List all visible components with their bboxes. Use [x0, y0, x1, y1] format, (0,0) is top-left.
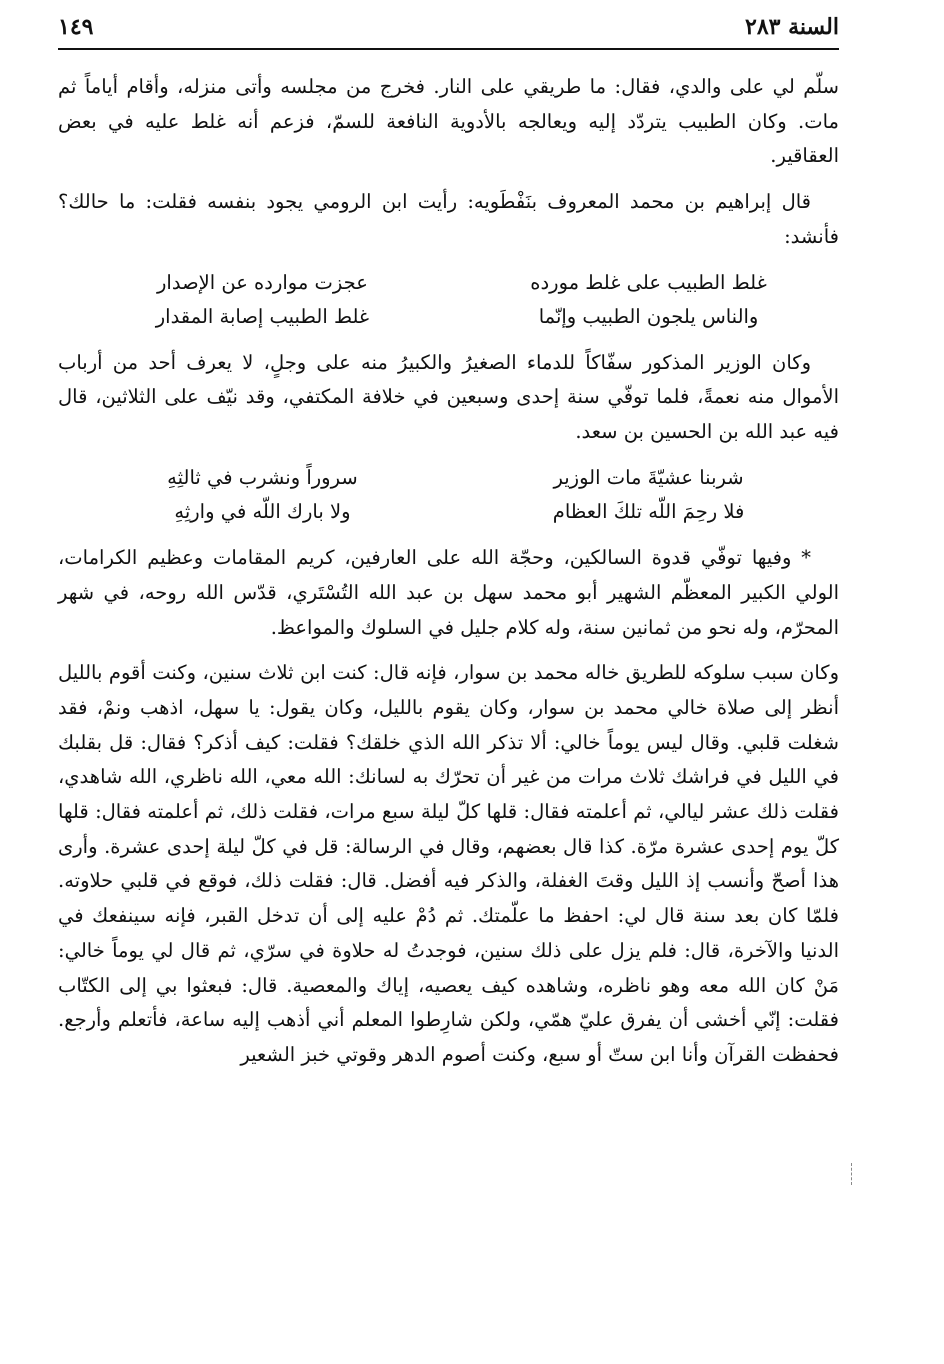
- paragraph: قال إبراهيم بن محمد المعروف بنَفْطَويه: رأيت ابن الرومي يجود بنفسه فقلت: ما حالك؟ فأنشد:: [58, 190, 839, 248]
- margin-mark: [851, 1163, 852, 1185]
- verse-first-hemistich: والناس يلجون الطبيب وإنّما: [538, 304, 759, 328]
- poem-verses: [58, 461, 839, 529]
- verse-first-hemistich: غلط الطبيب على غلط مورده: [530, 270, 767, 294]
- paragraph: سلّم لي على والدي، فقال: ما طريقي على النار. فخرج من مجلسه وأتى منزله، وأقام أياماً ثم مات. وكان الطبيب يتردّد إليه ويعالجه بالأدوية النافعة للسمّ، فزعم أنه غلط عليه في بعض العقاقير.: [58, 75, 839, 168]
- poem-verses: [58, 266, 839, 334]
- paragraph: وكان سبب سلوكه للطريق خاله محمد بن سوار، فإنه قال: كنت ابن ثلاث سنين، وكنت أقوم بالليل أنظر إلى صلاة خالي محمد بن سوار، وكان يقوم بالليل، وكان يقول: يا سهل، اذهب ونمْ، فقد شغلت قلبي. وقال ليس يوماً خالي: ألا تذكر الله الذي خلقك؟ فقلت: كيف أذكر؟ فقال: قل بقلبك في الليل في فراشك ثلاث مرات من غير أن تحرّك به لسانك: الله معي، الله ناظري، الله شاهدي، فقلت ذلك عشر ليالي، ثم أعلمته فقال: قلها كلّ ليلة سبع مرات، فقلت ذلك، ثم أعلمته فقال: قلها كلّ يوم إحدى عشرة مرّة. كذا قال بعضهم، وقال في الرسالة: قل في كلّ ليلة إحدى عشرة. وأرى هذا أصحّ وأنسب إذ الليل وقتَ الغفلة، والذكر فيه أفضل. قال: فقلت ذلك، فوقع في قلبي حلاوته. فلمّا كان بعد سنة قال لي: احفظ ما علّمتك. ثم دُمْ عليه إلى أن تدخل القبر، فإنه سينفعك في الدنيا والآخرة، قال: فلم يزل على ذلك سنين، فوجدتُ له حلاوة في سرّي، ثم قال لي يوماً خالي: مَنْ كان الله معه وهو ناظره، وشاهده كيف يعصيه، إياك والمعصية. قال: فبعثوا بي إلى الكتّاب فقلت: إنّي أخشى أن يفرق عليّ همّي، ولكن شارِطوا المعلم أني أذهب إليه ساعة، فأتعلم وأرجع. فحفظت القرآن وأنا ابن ستّ أو سبع، وكنت أصوم الدهر وقوتي خبز الشعير: [58, 661, 839, 1066]
- page-number: ١٤٩: [58, 14, 94, 40]
- paragraph: وكان الوزير المذكور سفّاكاً للدماء الصغيرُ والكبيرُ منه على وجلٍ، لا يعرف أحد من أرباب الأموال منه نعمةً، فلما توفّي سنة إحدى وسبعين في خلافة المكتفي، وقد نيّف على الثلاثين، قال فيه عبد الله بن الحسين بن سعد.: [58, 350, 839, 444]
- page-body: [58, 70, 839, 1084]
- verse-line: [58, 461, 839, 495]
- verse-line: [58, 300, 839, 334]
- verse-line: [58, 495, 839, 529]
- verse-line: [58, 266, 839, 300]
- verse-second-hemistich: غلط الطبيب إصابة المقدار: [155, 304, 370, 328]
- page-header: [58, 12, 839, 50]
- paragraph: * وفيها توفّي قدوة السالكين، وحجّة الله على العارفين، كريم المقامات وعظيم الكرامات، الولي الكبير المعظّم الشهير أبو محمد سهل بن عبد الله التُسْتَري، قدّس الله روحه، في شهر المحرّم، وله نحو من ثمانين سنة، وله كلام جليل في السلوك والمواعظ.: [58, 546, 839, 639]
- verse-first-hemistich: شربنا عشيّةَ مات الوزير: [553, 465, 744, 489]
- verse-second-hemistich: عجزت موارده عن الإصدار: [157, 270, 368, 294]
- running-title: السنة ٢٨٣: [745, 14, 839, 40]
- verse-second-hemistich: سروراً ونشرب في ثالثِهِ: [167, 465, 358, 489]
- verse-second-hemistich: ولا بارك اللّه في وارثِهِ: [174, 500, 351, 523]
- verse-first-hemistich: فلا رحِمَ اللّه تلكَ العظام: [552, 500, 745, 523]
